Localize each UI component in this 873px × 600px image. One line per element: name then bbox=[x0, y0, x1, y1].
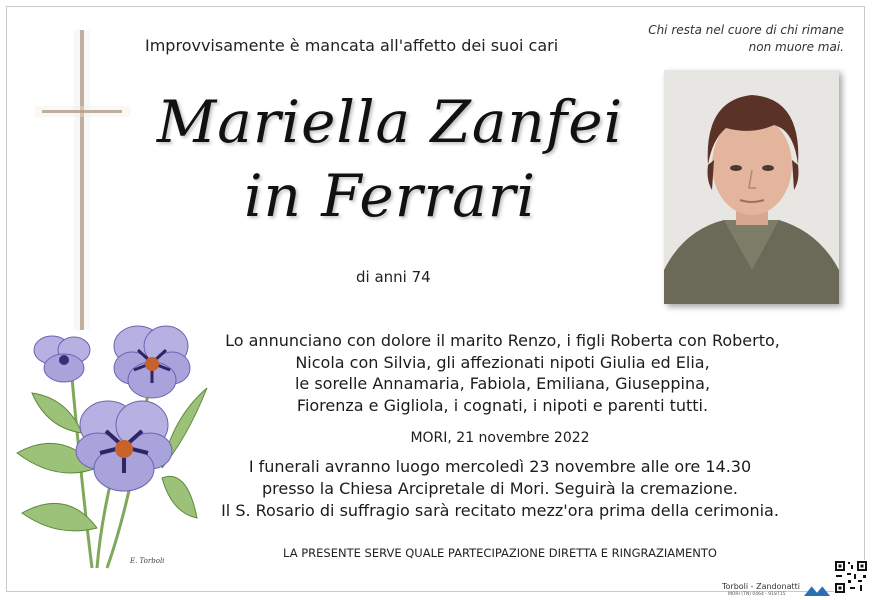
intro-text: Improvvisamente è mancata all'affetto dei suoi cari bbox=[145, 36, 559, 55]
deceased-married-name: in Ferrari bbox=[243, 162, 537, 230]
quote-line-2: non muore mai. bbox=[748, 40, 844, 54]
age-text: di anni 74 bbox=[356, 268, 431, 286]
funeral-line: Il S. Rosario di suffragio sarà recitato mezz'ora prima della cerimonia. bbox=[221, 501, 779, 520]
portrait-illustration bbox=[664, 70, 839, 304]
brand-contact: MORI (TN) 0464 - 918715 bbox=[728, 592, 786, 597]
artist-signature: E. Torboli bbox=[130, 557, 165, 565]
pansy-flowers-image bbox=[12, 318, 212, 580]
brand-logo-icon bbox=[804, 584, 830, 596]
announcement-line: Nicola con Silvia, gli affezionati nipoti Giulia ed Elia, bbox=[295, 352, 710, 372]
brand-name: Torboli - Zandonatti bbox=[722, 582, 800, 591]
quote-line-1: Chi resta nel cuore di chi rimane bbox=[648, 23, 844, 37]
portrait-photo bbox=[664, 70, 839, 304]
funeral-line: presso la Chiesa Arcipretale di Mori. Seguirà la cremazione. bbox=[261, 479, 738, 498]
funeral-line: I funerali avranno luogo mercoledì 23 novembre alle ore 14.30 bbox=[248, 457, 752, 476]
cross-icon bbox=[30, 30, 140, 350]
footer-notice: LA PRESENTE SERVE QUALE PARTECIPAZIONE DIRETTA E RINGRAZIAMENTO bbox=[283, 546, 717, 560]
announcement-line: Fiorenza e Gigliola, i cognati, i nipoti e parenti tutti. bbox=[296, 395, 709, 415]
funeral-details bbox=[200, 456, 800, 522]
announcement-line: le sorelle Annamaria, Fabiola, Emiliana, Giuseppina, bbox=[294, 374, 711, 393]
epitaph-quote bbox=[648, 22, 844, 56]
announcement-text bbox=[205, 330, 800, 416]
deceased-name: Mariella Zanfei bbox=[156, 88, 624, 156]
qr-code-icon bbox=[834, 560, 868, 594]
place-date: MORI, 21 novembre 2022 bbox=[410, 430, 590, 446]
announcement-line: Lo annunciano con dolore il marito Renzo, i figli Roberta con Roberto, bbox=[225, 331, 780, 350]
